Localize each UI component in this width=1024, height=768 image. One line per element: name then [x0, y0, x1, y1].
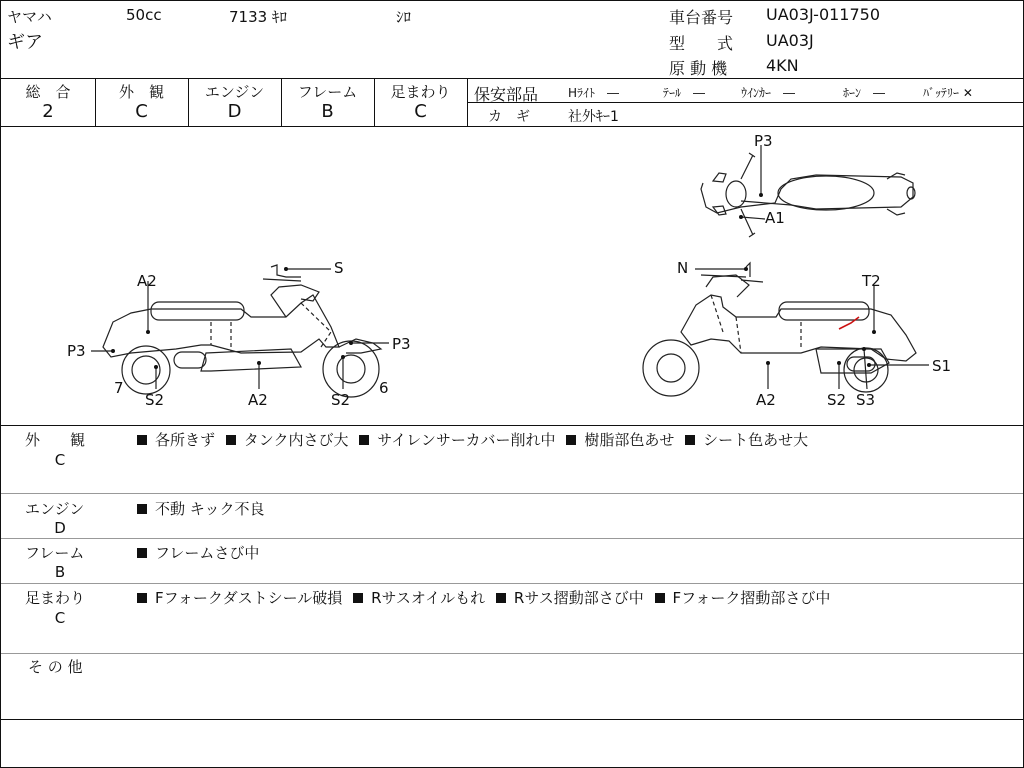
engine-label: 原 動 機: [669, 59, 728, 78]
grade-exterior-value: C: [135, 101, 148, 122]
grade-suspension-value: C: [414, 101, 427, 122]
maker: ヤマハ: [7, 8, 52, 26]
bullet-icon: [353, 593, 363, 603]
remark-frame-items: フレームさび中: [131, 542, 259, 563]
remark-frame-grade: B: [54, 563, 66, 581]
remark-suspension-label: 足まわり: [25, 589, 86, 607]
bullet-icon: [655, 593, 665, 603]
remark-engine-label: エンジン: [25, 500, 85, 518]
grade-exterior-label: 外 観: [118, 83, 164, 101]
grade-overall-label: 総 合: [25, 83, 71, 101]
bullet-icon: [226, 435, 236, 445]
label-right-s1: S1: [932, 357, 952, 375]
rule-bottom: [1, 719, 1023, 720]
grade-engine-label: エンジン: [204, 83, 265, 101]
rule-remark-3: [1, 583, 1023, 584]
grade-overall-value: 2: [42, 101, 54, 122]
label-left-s2-a: S2: [145, 391, 165, 409]
remark-exterior-label: 外 観: [25, 431, 86, 449]
key-label: カ ギ: [488, 109, 530, 125]
bullet-icon: [359, 435, 369, 445]
remark-suspension-grade: C: [54, 609, 66, 627]
type-label: 型 式: [669, 34, 734, 53]
rule-remark-2: [1, 538, 1023, 539]
bullet-icon: [137, 435, 147, 445]
safety-headlight: Hﾗｲﾄ ―: [568, 86, 620, 100]
safety-battery: ﾊﾞｯﾃﾘｰ ✕: [923, 86, 973, 100]
frame-no: UA03J-011750: [766, 5, 881, 24]
mileage: 7133 ｷﾛ: [229, 8, 287, 26]
rule-diagram: [1, 425, 1023, 426]
remark-exterior-items: 各所きず タンク内さび大 サイレンサーカバー削れ中 樹脂部色あせ シート色あせ大: [131, 429, 808, 450]
bullet-icon: [137, 504, 147, 514]
safety-taillight: ﾃｰﾙ ―: [663, 86, 706, 100]
remark-other-label: そ の 他: [28, 658, 83, 676]
remark-engine-items: 不動 キック不良: [131, 498, 264, 519]
mark-dots: [111, 193, 876, 369]
label-left-p3-left: P3: [67, 342, 86, 360]
remark-suspension-items: Fフォークダストシール破損 Rサスオイルもれ Rサス摺動部さび中 Fフォーク摺動部さび中: [131, 587, 830, 608]
safety-horn: ﾎｰﾝ ―: [843, 86, 886, 100]
remark-exterior-grade: C: [54, 451, 66, 469]
label-right-s3: S3: [856, 391, 876, 409]
bullet-icon: [496, 593, 506, 603]
label-top-a1: A1: [765, 209, 785, 227]
label-left-p3-right: P3: [392, 335, 411, 353]
frame-no-label: 車台番号: [669, 8, 734, 27]
top-view-scooter: [701, 153, 915, 237]
grade-suspension-label: 足まわり: [390, 83, 451, 101]
engine-value: 4KN: [766, 56, 799, 75]
label-right-n: N: [677, 259, 689, 277]
label-left-7: 7: [114, 379, 124, 397]
safety-divider: [467, 102, 1023, 103]
displacement: 50cc: [126, 6, 162, 24]
label-left-s: S: [334, 259, 344, 277]
bullet-icon: [137, 593, 147, 603]
scratch-mark: [839, 317, 859, 329]
bullet-icon: [566, 435, 576, 445]
remark-frame-label: フレーム: [25, 544, 85, 562]
label-left-a2-top: A2: [137, 272, 157, 290]
rule-header: [1, 78, 1023, 79]
grade-frame-label: フレーム: [297, 83, 358, 101]
remark-engine-grade: D: [54, 519, 66, 537]
body-color: ｼﾛ: [396, 8, 412, 26]
label-right-a2: A2: [756, 391, 776, 409]
rule-remark-4: [1, 653, 1023, 654]
key-value: 社外ｷｰ1: [568, 109, 619, 125]
label-right-s2: S2: [827, 391, 847, 409]
grade-engine-value: D: [227, 101, 242, 122]
label-top-p3: P3: [754, 132, 773, 150]
label-right-t2: T2: [862, 272, 881, 290]
safety-winker: ｳｲﾝｶｰ ―: [741, 86, 796, 100]
bullet-icon: [685, 435, 695, 445]
safety-label: 保安部品: [474, 85, 539, 104]
grade-frame-value: B: [321, 101, 334, 122]
model-name: ギア: [7, 32, 43, 53]
label-left-a2-bottom: A2: [248, 391, 268, 409]
type-value: UA03J: [766, 31, 814, 50]
bullet-icon: [137, 548, 147, 558]
rule-remark-1: [1, 493, 1023, 494]
label-left-6: 6: [379, 379, 389, 397]
label-left-s2-b: S2: [331, 391, 351, 409]
